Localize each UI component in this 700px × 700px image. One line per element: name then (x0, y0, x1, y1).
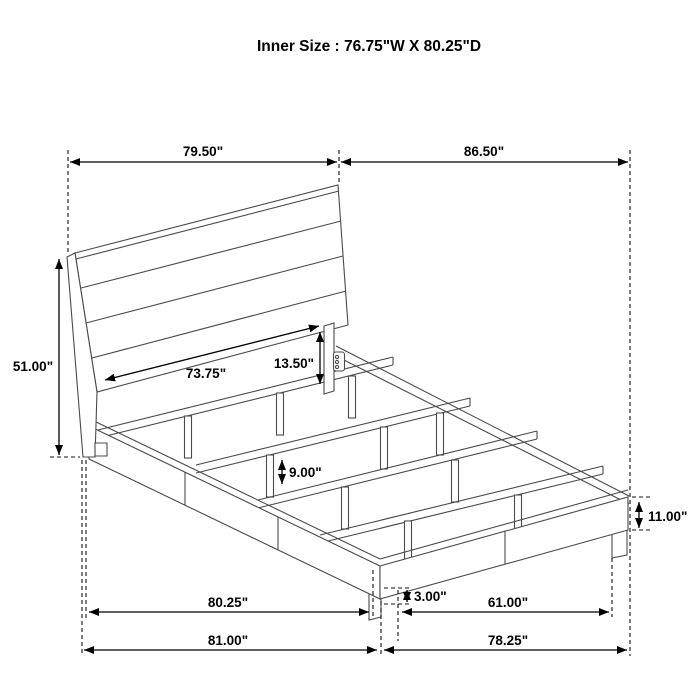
dim-label-top-width: 79.50" (182, 144, 224, 159)
left-fascia-board (89, 420, 380, 599)
support-rail-2 (196, 398, 470, 473)
right-fascia-board (380, 490, 628, 599)
far-side-rail (332, 346, 629, 504)
dim-label-top-depth: 86.50" (463, 144, 505, 159)
dim-label-headboard-height: 51.00" (12, 359, 54, 374)
dim-label-base-depth: 61.00" (487, 595, 529, 610)
dim-label-foot-height: 3.00" (414, 589, 447, 604)
dim-label-overall-depth: 78.25" (487, 633, 529, 648)
dim-label-side-rail-height: 11.00" (648, 509, 688, 524)
support-rail-3-legs (342, 460, 459, 529)
rail-bracket (334, 352, 345, 371)
dim-label-base-width: 80.25" (207, 595, 249, 610)
dim-label-headboard-clearance: 13.50" (273, 356, 314, 371)
dim-label-support-leg-height: 9.00" (289, 465, 322, 480)
dim-label-overall-width: 81.00" (207, 633, 249, 648)
headboard-right-leg (324, 323, 334, 394)
diagram-title: Inner Size : 76.75"W X 80.25"D (256, 38, 482, 55)
dim-label-headboard-inner-width: 73.75" (185, 366, 227, 381)
